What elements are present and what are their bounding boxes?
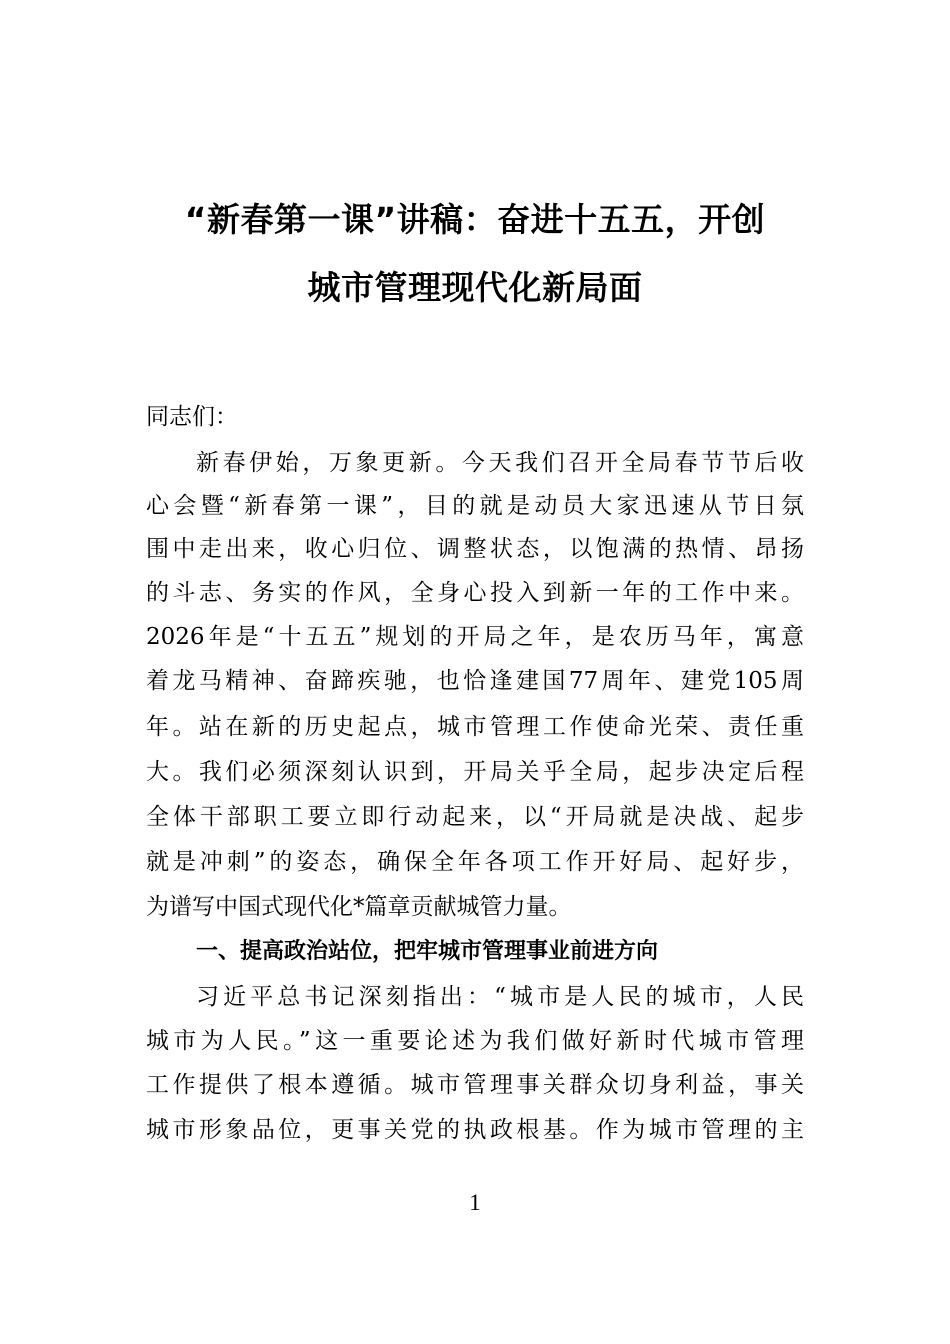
paragraph-1-line: 全体干部职工要立即行动起来，以“开局就是决战、起步	[146, 804, 804, 830]
paragraph-2-line: 城市为人民。”这一重要论述为我们做好新时代城市管理	[146, 1028, 804, 1054]
paragraph-1-line: 心会暨“新春第一课”，目的就是动员大家迅速从节日氛	[146, 493, 804, 519]
paragraph-2-line: 工作提供了根本遵循。城市管理事关群众切身利益，事关	[146, 1072, 804, 1098]
document-title-line-1: “新春第一课”讲稿：奋进十五五，开创	[184, 200, 766, 239]
paragraph-1-line: 就是冲刺”的姿态，确保全年各项工作开好局、起好步，	[146, 849, 804, 875]
paragraph-1-line: 新春伊始，万象更新。今天我们召开全局春节节后收	[196, 450, 804, 476]
paragraph-1-line: 2026年是“十五五”规划的开局之年，是农历马年，寓意	[146, 624, 804, 650]
document-title-line-2: 城市管理现代化新局面	[307, 268, 643, 307]
paragraph-1-line: 年。站在新的历史起点，城市管理工作使命光荣、责任重	[146, 714, 804, 740]
paragraph-2-line: 习近平总书记深刻指出：“城市是人民的城市，人民	[196, 984, 804, 1010]
paragraph-1-line: 的斗志、务实的作风，全身心投入到新一年的工作中来。	[146, 580, 804, 606]
paragraph-1-line: 着龙马精神、奋蹄疾驰，也恰逢建国77周年、建党105周	[146, 668, 804, 694]
paragraph-1-line: 大。我们必须深刻认识到，开局关乎全局，起步决定后程	[146, 759, 804, 785]
paragraph-2-line: 城市形象品位，更事关党的执政根基。作为城市管理的主	[146, 1117, 804, 1143]
salutation: 同志们：	[146, 404, 238, 430]
paragraph-1-line: 为谱写中国式现代化*篇章贡献城管力量。	[146, 894, 572, 920]
paragraph-1-line: 围中走出来，收心归位、调整状态，以饱满的热情、昂扬	[146, 536, 804, 562]
section-heading-1: 一、提高政治站位，把牢城市管理事业前进方向	[196, 939, 659, 964]
page-number: 1	[469, 1190, 481, 1215]
